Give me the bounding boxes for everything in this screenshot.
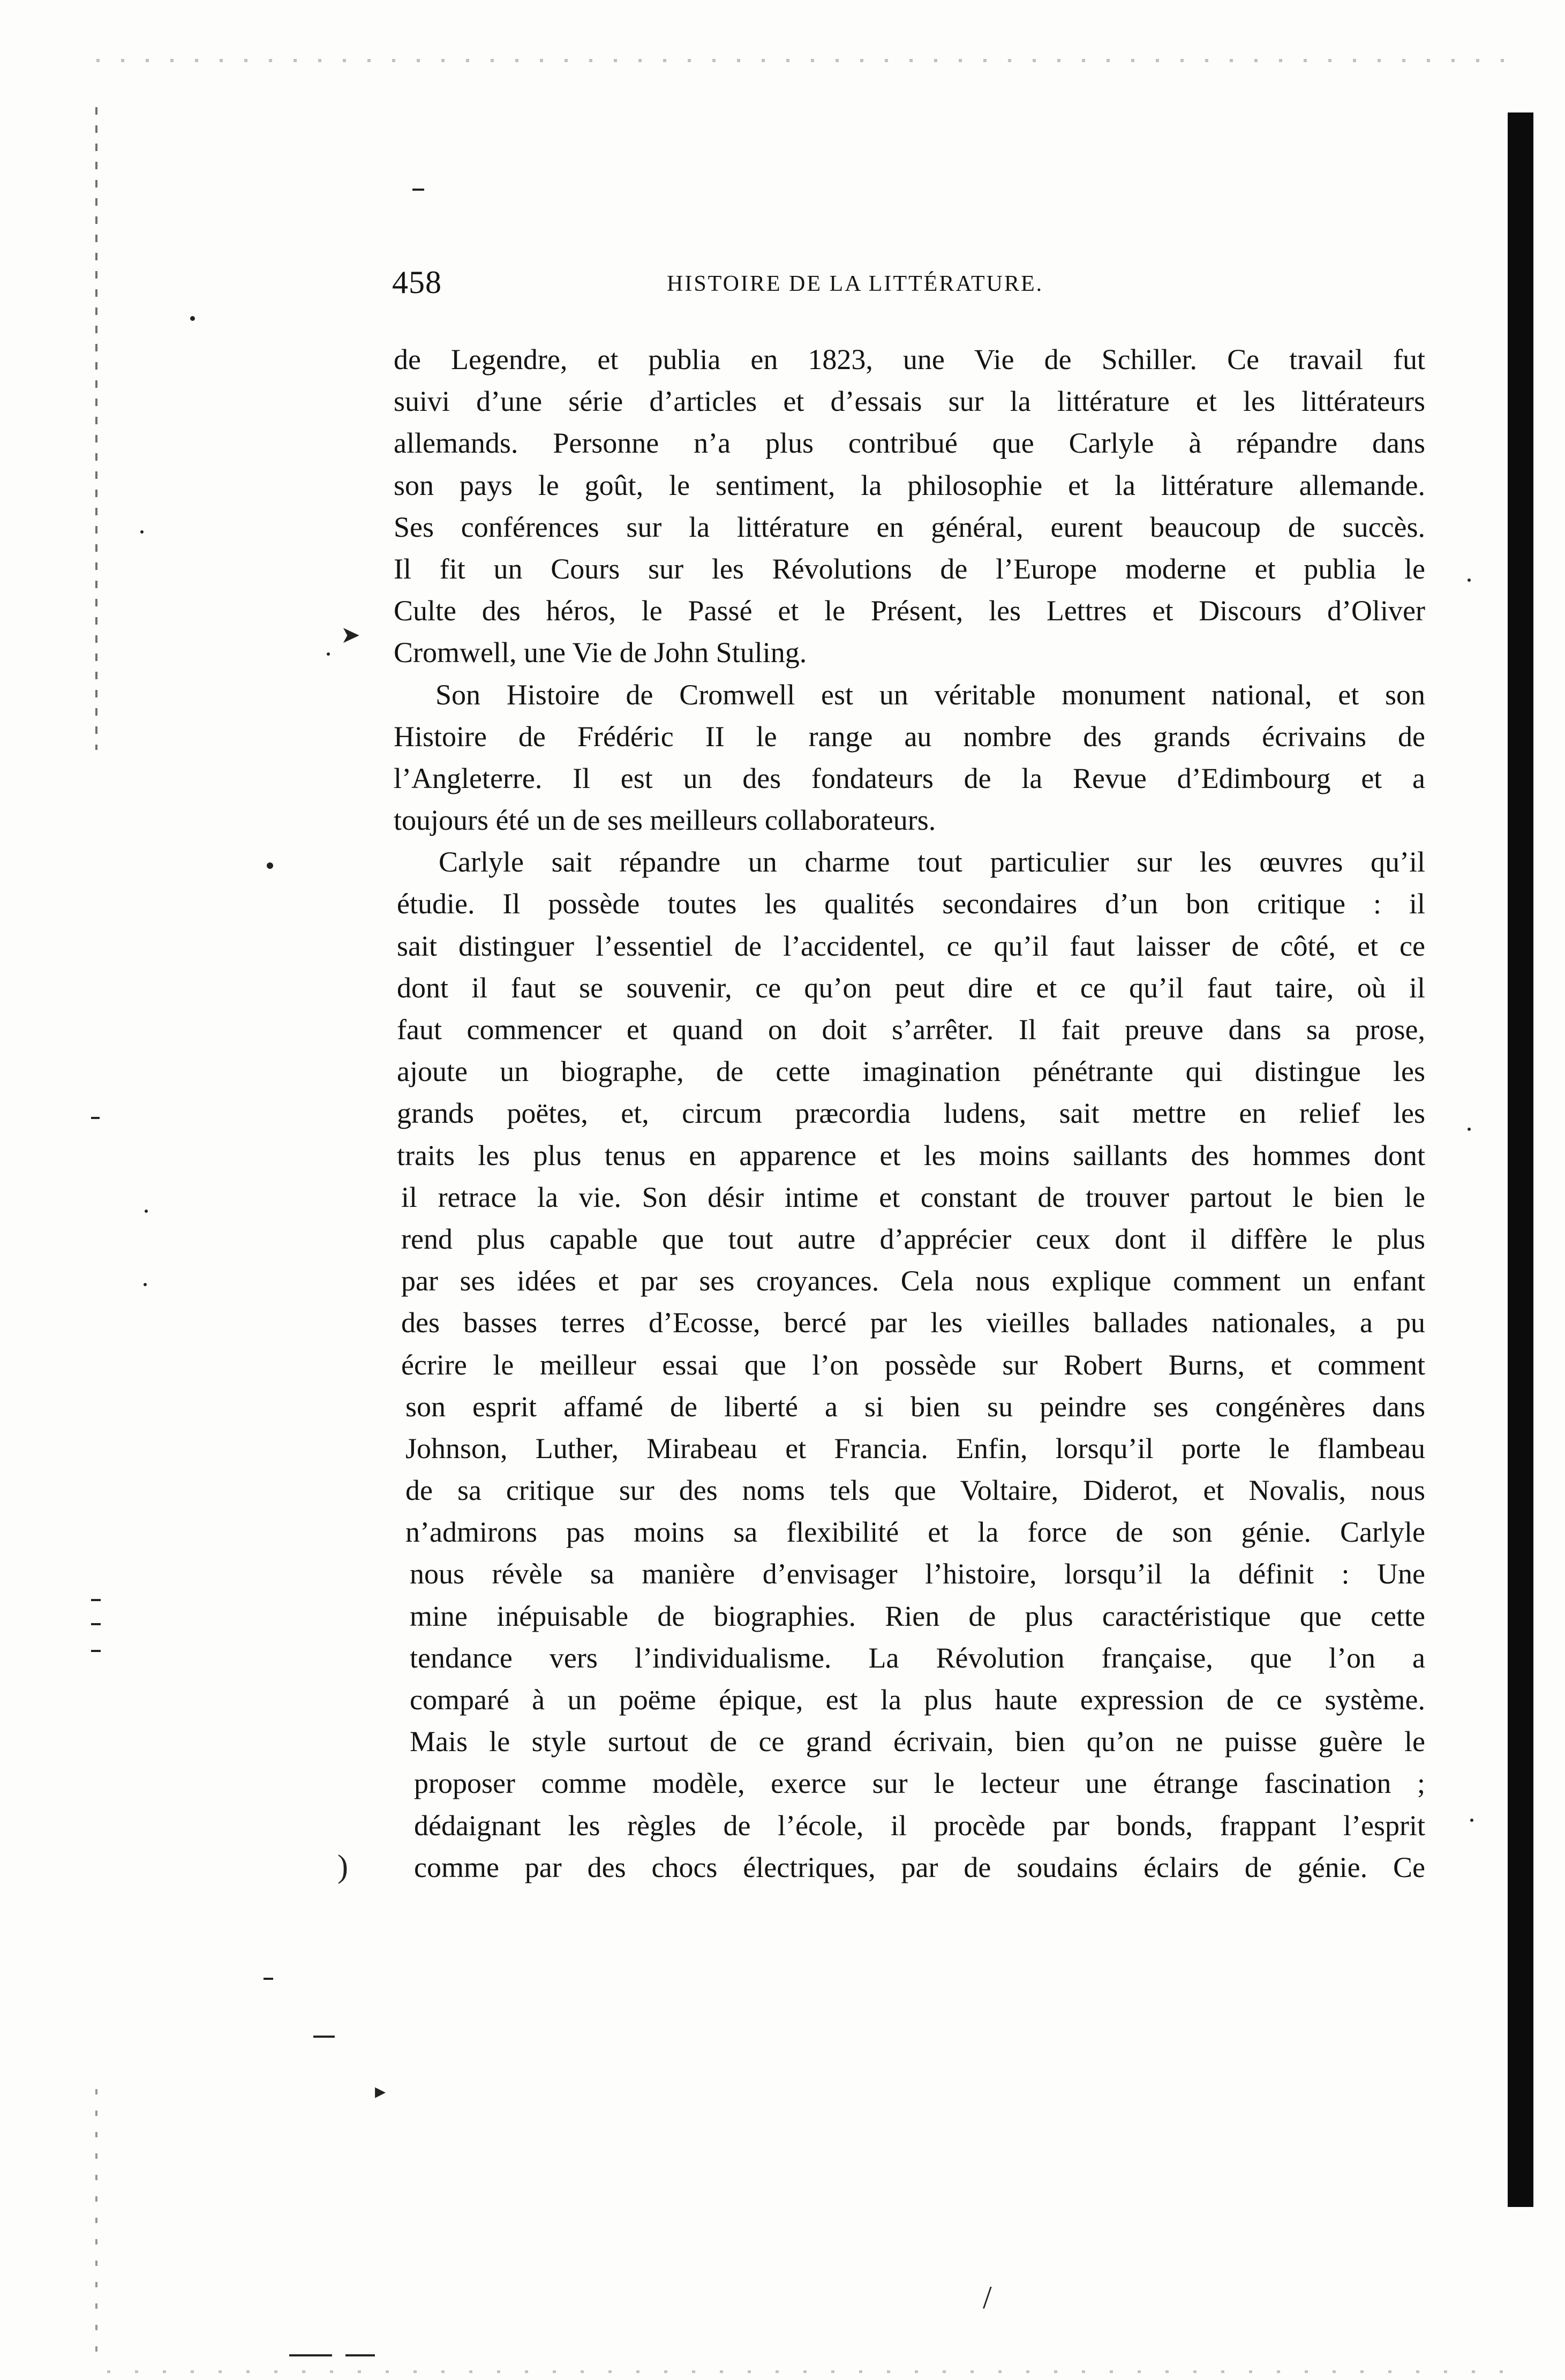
text-line: proposer comme modèle, exerce sur le lecteur une étrange fascination ; xyxy=(414,1767,1425,1800)
scan-mark xyxy=(412,189,424,191)
scan-mark xyxy=(91,1650,101,1652)
text-line: allemands. Personne n’a plus contribué que Carlyle à répandre dans xyxy=(394,427,1425,460)
scan-mark xyxy=(1470,1819,1473,1822)
text-line: de sa critique sur des noms tels que Voltaire, Diderot, et Novalis, nous xyxy=(405,1474,1425,1507)
scan-mark xyxy=(140,530,144,534)
text-line: toujours été un de ses meilleurs collaborateurs. xyxy=(394,804,936,837)
scan-mark xyxy=(144,1283,147,1286)
scan-mark xyxy=(1468,1128,1471,1131)
running-title: HISTOIRE DE LA LITTÉRATURE. xyxy=(667,272,1044,296)
text-line: Cromwell, une Vie de John Stuling. xyxy=(394,636,807,669)
text-line: écrire le meilleur essai que l’on possède sur Robert Burns, et comment xyxy=(401,1348,1425,1381)
scan-mark xyxy=(327,652,330,656)
text-line: Mais le style surtout de ce grand écrivain, bien qu’on ne puisse guère le xyxy=(410,1725,1425,1758)
text-line: sait distinguer l’essentiel de l’accidentel, ce qu’il faut laisser de côté, et ce xyxy=(397,929,1425,962)
text-line: tendance vers l’individualisme. La Révolution française, que l’on a xyxy=(410,1641,1425,1674)
body-text xyxy=(394,339,1425,1888)
text-line: son esprit affamé de liberté a si bien su peindre ses congénères dans xyxy=(405,1390,1425,1423)
text-line: grands poëtes, et, circum præcordia ludens, sait mettre en relief les xyxy=(397,1097,1425,1130)
text-line: comme par des chocs électriques, par de soudains éclairs de génie. Ce xyxy=(414,1851,1425,1883)
text-line: comparé à un poëme épique, est la plus haute expression de ce système. xyxy=(410,1684,1425,1716)
scan-edge-left-lower xyxy=(95,2089,97,2357)
text-line: dont il faut se souvenir, ce qu’on peut dire et ce qu’il faut taire, où il xyxy=(397,971,1425,1004)
scan-mark xyxy=(91,1599,101,1601)
scan-mark xyxy=(190,316,195,321)
text-line: Ses conférences sur la littérature en général, eurent beaucoup de succès. xyxy=(394,510,1425,543)
scan-edge-left xyxy=(95,107,97,750)
scan-mark: ) xyxy=(337,1849,348,1884)
scan-mark xyxy=(145,1210,148,1213)
text-line: Il fit un Cours sur les Révolutions de l’Europe moderne et publia le xyxy=(394,552,1425,585)
scan-edge-bottom xyxy=(107,2370,1510,2373)
text-line: n’admirons pas moins sa flexibilité et la force de son génie. Carlyle xyxy=(405,1516,1425,1549)
text-line: étudie. Il possède toutes les qualités secondaires d’un bon critique : il xyxy=(397,888,1425,920)
scan-mark: ➤ xyxy=(341,622,360,648)
text-line: il retrace la vie. Son désir intime et constant de trouver partout le bien le xyxy=(401,1181,1425,1213)
paragraph-first-line: Carlyle sait répandre un charme tout particulier sur les œuvres qu’il xyxy=(439,846,1425,879)
scan-mark: ▸ xyxy=(375,2079,386,2103)
scan-edge-right-shadow xyxy=(1508,112,1533,2207)
text-line: suivi d’une série d’articles et d’essais sur la littérature et les littérateurs xyxy=(394,385,1425,418)
text-line: son pays le goût, le sentiment, la philosophie et la littérature allemande. xyxy=(394,469,1425,501)
scan-mark xyxy=(264,1978,273,1980)
paragraph-first-line: Son Histoire de Cromwell est un véritable monument national, et son xyxy=(435,678,1425,711)
text-line: ajoute un biographe, de cette imagination pénétrante qui distingue les xyxy=(397,1055,1425,1088)
text-line: mine inépuisable de biographies. Rien de plus caractéristique que cette xyxy=(410,1600,1425,1632)
scan-mark xyxy=(345,2354,375,2356)
scan-mark xyxy=(91,1117,100,1119)
text-line: de Legendre, et publia en 1823, une Vie de Schiller. Ce travail fut xyxy=(394,343,1425,376)
text-line: faut commencer et quand on doit s’arrêter. Il fait preuve dans sa prose, xyxy=(397,1013,1425,1046)
scan-edge-top xyxy=(96,59,1510,62)
page-number: 458 xyxy=(392,265,442,300)
text-line: rend plus capable que tout autre d’apprécier ceux dont il diffère le plus xyxy=(401,1222,1425,1255)
text-line: des basses terres d’Ecosse, bercé par les vieilles ballades nationales, a pu xyxy=(401,1307,1425,1339)
scan-mark xyxy=(313,2036,335,2038)
scan-mark xyxy=(1468,579,1471,582)
scan-mark xyxy=(91,1623,101,1625)
text-line: l’Angleterre. Il est un des fondateurs de la Revue d’Edimbourg et a xyxy=(394,762,1425,794)
text-line: traits les plus tenus en apparence et les moins saillants des hommes dont xyxy=(397,1139,1425,1172)
text-line: nous révèle sa manière d’envisager l’histoire, lorsqu’il la définit : Une xyxy=(410,1558,1425,1590)
text-line: dédaignant les règles de l’école, il procède par bonds, frappant l’esprit xyxy=(414,1809,1425,1842)
scan-mark xyxy=(289,2354,332,2356)
scan-mark xyxy=(267,862,273,869)
scan-mark: / xyxy=(983,2280,992,2315)
text-line: Histoire de Frédéric II le range au nombre des grands écrivains de xyxy=(394,720,1425,753)
text-line: Culte des héros, le Passé et le Présent, les Lettres et Discours d’Oliver xyxy=(394,595,1425,627)
text-line: Johnson, Luther, Mirabeau et Francia. Enfin, lorsqu’il porte le flambeau xyxy=(405,1432,1425,1465)
text-line: par ses idées et par ses croyances. Cela nous explique comment un enfant xyxy=(401,1265,1425,1297)
